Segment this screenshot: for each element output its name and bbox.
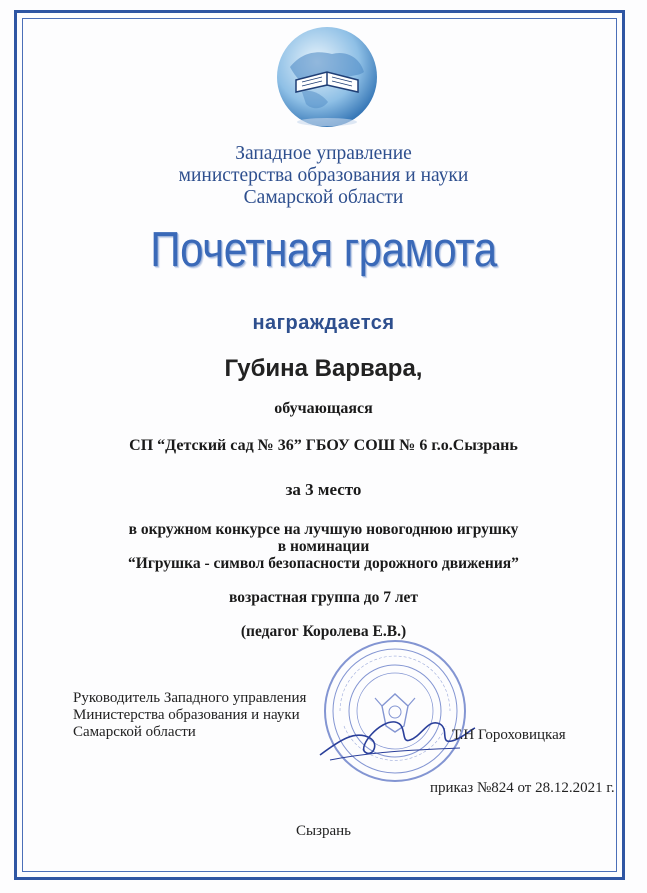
signatory-line: Руководитель Западного управления bbox=[73, 690, 307, 706]
age-group: возрастная группа до 7 лет bbox=[228, 589, 419, 606]
department-line: Западное управление bbox=[235, 143, 412, 164]
recipient-name: Губина Варвара, bbox=[224, 355, 423, 382]
signatory-line: Министерства образования и науки bbox=[73, 707, 300, 723]
contest-line: в номинации bbox=[277, 538, 370, 555]
teacher-name: (педагог Королева Е.В.) bbox=[240, 623, 407, 640]
contest-description bbox=[30, 521, 617, 572]
order-reference: приказ №824 от 28.12.2021 г. bbox=[430, 780, 615, 796]
department-line: министерства образования и науки bbox=[178, 165, 469, 186]
signer-name: Т.Н Гороховицкая bbox=[452, 727, 566, 743]
institution-name: СП “Детский сад № 36” ГБОУ СОШ № 6 г.о.Сызрань bbox=[129, 437, 518, 454]
recipient-role: обучающаяся bbox=[274, 400, 373, 417]
signatory-title bbox=[73, 690, 306, 741]
awarded-label: награждается bbox=[252, 312, 395, 334]
department-name bbox=[30, 143, 617, 209]
signatory-line: Самарской области bbox=[73, 724, 196, 740]
contest-line: в окружном конкурсе на лучшую новогоднюю игрушку bbox=[128, 521, 519, 538]
globe-book-emblem-icon bbox=[272, 22, 382, 132]
contest-line: “Игрушка - символ безопасности дорожного движения” bbox=[128, 555, 519, 572]
city-name: Сызрань bbox=[295, 823, 352, 839]
certificate-title: Почетная грамота bbox=[150, 223, 497, 277]
department-line: Самарской области bbox=[243, 187, 404, 208]
award-place: за 3 место bbox=[285, 480, 362, 499]
